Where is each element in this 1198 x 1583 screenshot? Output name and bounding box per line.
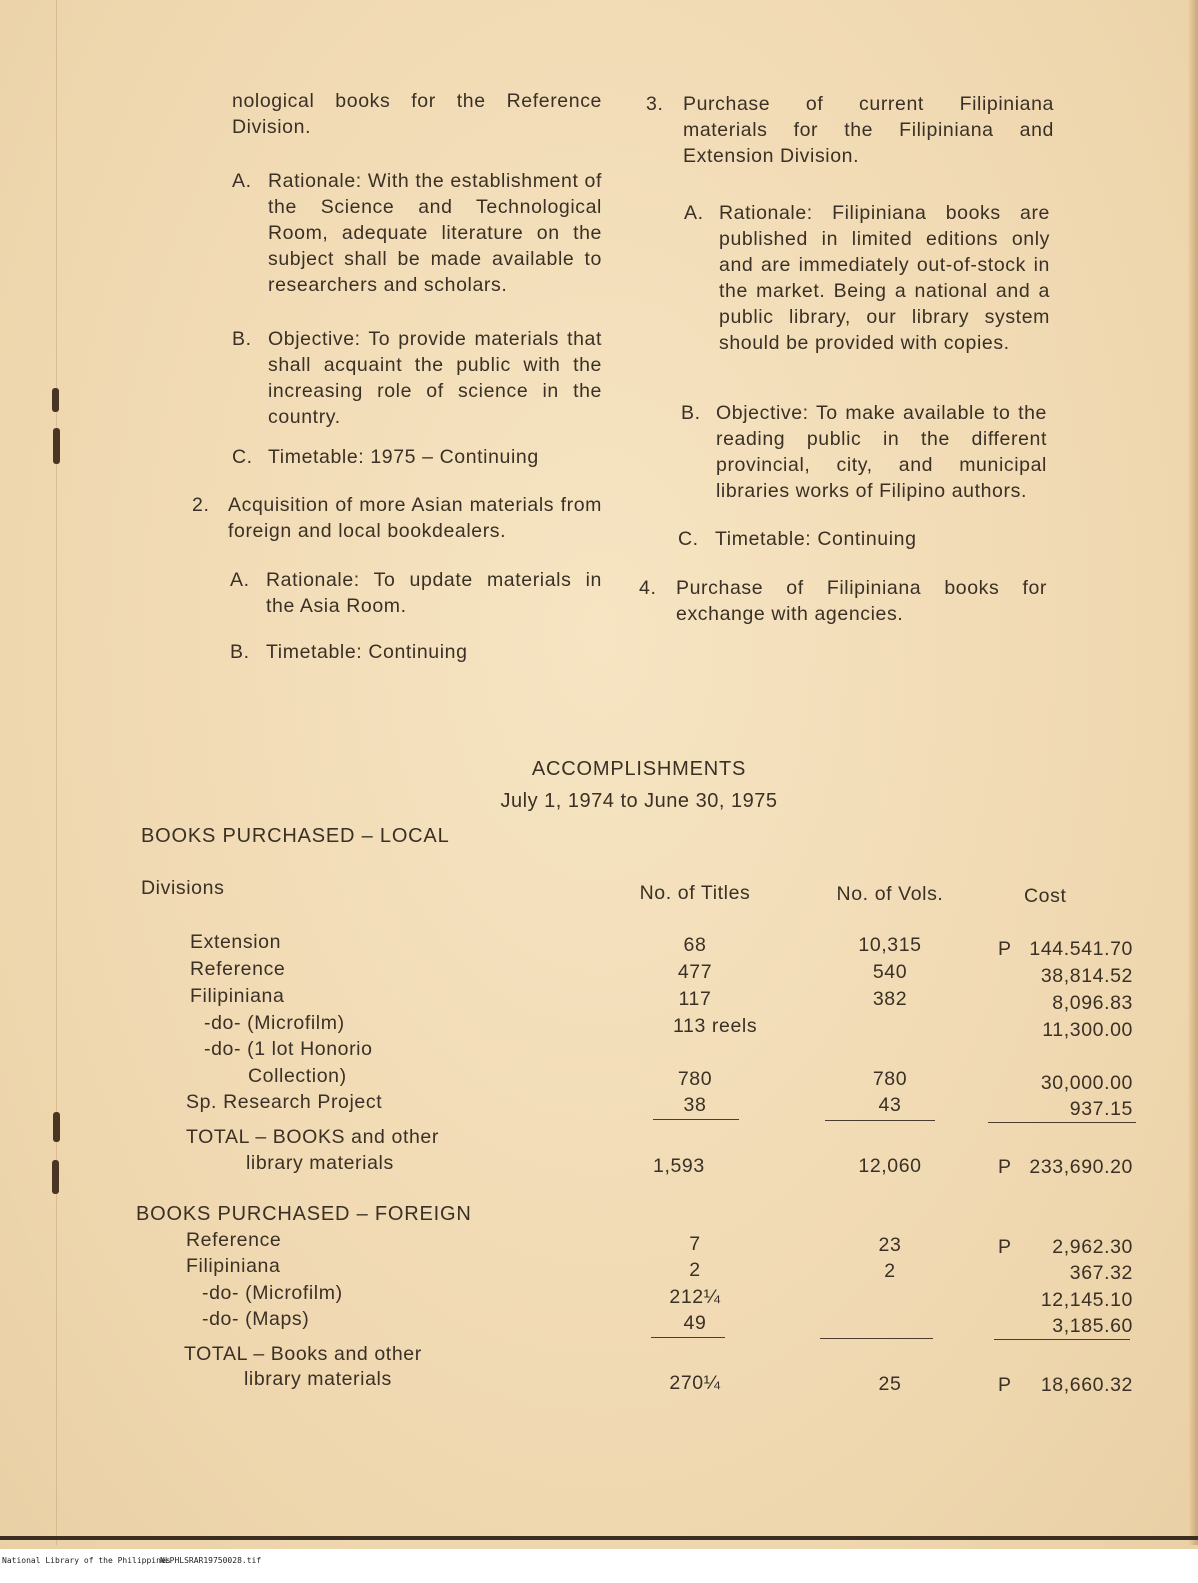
peso-sign: P	[998, 1236, 1012, 1258]
footer-source: National Library of the Philippines	[2, 1556, 171, 1565]
sum-rule	[988, 1122, 1136, 1123]
total-label: TOTAL – Books and other	[184, 1343, 422, 1365]
left-item-2a	[230, 567, 602, 619]
right-item-4	[639, 575, 1047, 627]
item-label: A.	[232, 170, 252, 192]
row-division: -do- (Microfilm)	[204, 1012, 345, 1034]
continuation-line-2: Division.	[232, 116, 312, 138]
left-item-b	[232, 326, 602, 430]
right-item-3a	[684, 200, 1050, 356]
rationale-text: Rationale: Filipiniana books are published in limited editions only and are immediately out-of-stock in the market. Being a national and a public library, our library system should be provided with copies.	[719, 202, 1050, 354]
row-cost: 38,814.52	[1040, 965, 1133, 987]
row-division: Reference	[190, 958, 286, 980]
row-division: Filipiniana	[190, 985, 285, 1007]
total-titles: 270¼	[669, 1372, 721, 1394]
item-number: 3.	[646, 93, 664, 115]
left-item-2	[192, 492, 602, 544]
total-vols: 12,060	[858, 1155, 922, 1177]
accomplishments-period: July 1, 1974 to June 30, 1975	[500, 790, 778, 812]
row-division: Sp. Research Project	[186, 1091, 383, 1113]
row-cost: 937.15	[1069, 1098, 1133, 1120]
right-item-3	[646, 91, 1054, 169]
timetable-text: Timetable: Continuing	[266, 641, 468, 663]
table-row	[0, 1282, 1198, 1311]
peso-sign: P	[998, 1374, 1012, 1396]
total-titles: 1,593	[653, 1155, 705, 1177]
table-row	[0, 958, 1198, 987]
row-titles: 2	[689, 1259, 701, 1281]
item-number: 4.	[639, 577, 657, 599]
row-cost: 3,185.60	[1052, 1315, 1133, 1337]
row-cost: 367.32	[1069, 1262, 1133, 1284]
item-label: B.	[681, 402, 701, 424]
binding-mark	[53, 428, 60, 464]
row-titles: 113 reels	[673, 1015, 758, 1037]
row-vols: 382	[872, 988, 908, 1010]
item-label: B.	[232, 328, 252, 350]
row-vols: 43	[878, 1094, 902, 1116]
row-titles: 7	[689, 1233, 701, 1255]
total-row	[0, 1126, 1198, 1152]
table-row	[0, 1091, 1198, 1120]
scan-footer-strip	[0, 1549, 1198, 1583]
row-titles: 49	[683, 1312, 707, 1334]
item-label: C.	[232, 446, 253, 468]
item-label: A.	[684, 202, 704, 224]
page-bottom-edge	[0, 1536, 1198, 1540]
col-header-vols: No. of Vols.	[836, 883, 944, 905]
continuation-line-1: nological books for the Reference	[232, 90, 602, 112]
total-cost: 18,660.32	[1040, 1374, 1133, 1396]
total-row	[0, 1343, 1198, 1369]
left-item-2b	[230, 639, 602, 665]
row-vols: 780	[872, 1068, 908, 1090]
row-division: -do- (Maps)	[202, 1308, 310, 1330]
table-row	[0, 1065, 1198, 1094]
row-titles: 780	[677, 1068, 713, 1090]
left-continuation	[232, 88, 602, 140]
row-vols: 540	[872, 961, 908, 983]
row-cost: 12,145.10	[1040, 1289, 1133, 1311]
total-label: library materials	[244, 1368, 392, 1390]
timetable-text: Timetable: 1975 – Continuing	[268, 446, 539, 468]
col-header-cost: Cost	[1024, 885, 1067, 907]
local-table-header	[0, 877, 1198, 907]
row-division: Reference	[186, 1229, 282, 1251]
table-row	[0, 1308, 1198, 1337]
objective-text: Objective: To provide materials that shall acquaint the public with the increasing role of science in the country.	[268, 328, 602, 428]
row-cost: 8,096.83	[1052, 992, 1133, 1014]
timetable-text: Timetable: Continuing	[715, 528, 917, 550]
rationale-text: Rationale: To update materials in the Asia Room.	[266, 569, 602, 617]
table-row	[0, 1038, 1198, 1064]
item-text: Purchase of current Filipiniana materials for the Filipiniana and Extension Division.	[683, 93, 1054, 167]
peso-sign: P	[998, 938, 1012, 960]
footer-filename: NLPHLSRAR19750028.tif	[160, 1556, 262, 1565]
sum-rule	[994, 1339, 1130, 1340]
total-row	[0, 1152, 1198, 1178]
right-item-3b	[681, 400, 1047, 504]
table-row	[0, 1229, 1198, 1258]
table-row	[0, 1255, 1198, 1284]
row-cost: 11,300.00	[1042, 1019, 1133, 1041]
row-cost: 2,962.30	[1052, 1236, 1133, 1258]
item-label: B.	[230, 641, 250, 663]
table-row	[0, 985, 1198, 1014]
item-label: C.	[678, 528, 699, 550]
table-row	[0, 931, 1198, 960]
total-vols: 25	[878, 1373, 902, 1395]
row-vols: 23	[878, 1234, 902, 1256]
row-cost: 30,000.00	[1040, 1072, 1133, 1094]
row-titles: 477	[677, 961, 713, 983]
row-division: Filipiniana	[186, 1255, 281, 1277]
row-titles: 68	[683, 934, 707, 956]
sum-rule	[653, 1119, 739, 1120]
total-row	[0, 1368, 1198, 1394]
objective-text: Objective: To make available to the reading public in the different provincial, city, and municipal libraries works of Filipino authors.	[716, 402, 1047, 502]
row-division: -do- (1 lot Honorio	[204, 1038, 373, 1060]
row-titles: 117	[678, 988, 712, 1010]
row-titles: 212¼	[669, 1286, 721, 1308]
local-section-heading: BOOKS PURCHASED – LOCAL	[141, 825, 450, 847]
row-division: Extension	[190, 931, 282, 953]
accomplishments-title: ACCOMPLISHMENTS	[531, 758, 747, 780]
col-header-divisions: Divisions	[141, 877, 225, 899]
col-header-titles: No. of Titles	[639, 882, 751, 904]
peso-sign: P	[998, 1156, 1012, 1178]
total-label: library materials	[246, 1152, 394, 1174]
left-item-c	[232, 444, 602, 470]
total-label: TOTAL – BOOKS and other	[186, 1126, 439, 1148]
row-division: Collection)	[248, 1065, 347, 1087]
rationale-text: Rationale: With the establishment of the Science and Technological Room, adequate literature on the subject shall be made available to researchers and scholars.	[268, 170, 602, 296]
row-titles: 38	[683, 1094, 707, 1116]
row-vols: 2	[884, 1260, 896, 1282]
table-row	[0, 1012, 1198, 1041]
row-division: -do- (Microfilm)	[202, 1282, 343, 1304]
left-item-a	[232, 168, 602, 298]
sum-rule	[651, 1337, 725, 1338]
sum-rule	[825, 1120, 935, 1121]
row-cost: 144.541.70	[1029, 938, 1133, 960]
total-cost: 233,690.20	[1029, 1156, 1133, 1178]
foreign-section-heading: BOOKS PURCHASED – FOREIGN	[136, 1203, 472, 1225]
item-label: A.	[230, 569, 250, 591]
item-number: 2.	[192, 494, 210, 516]
item-text: Acquisition of more Asian materials from foreign and local bookdealers.	[228, 494, 602, 542]
right-item-3c	[678, 526, 1044, 552]
row-vols: 10,315	[858, 934, 922, 956]
item-text: Purchase of Filipiniana books for exchange with agencies.	[676, 577, 1047, 625]
sum-rule	[820, 1338, 933, 1339]
binding-mark	[52, 388, 59, 412]
